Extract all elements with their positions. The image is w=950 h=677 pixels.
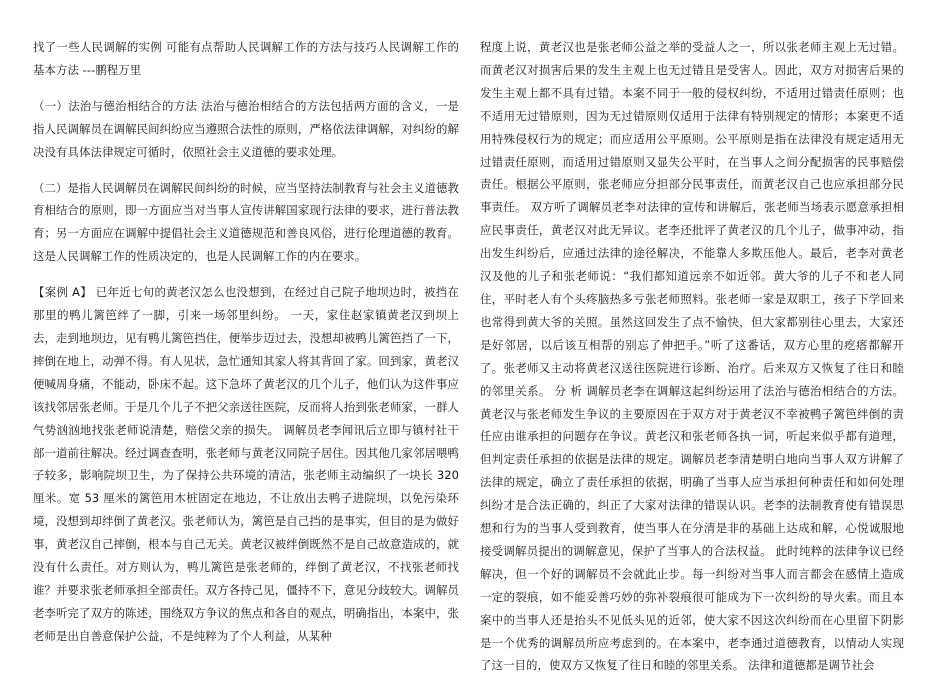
method-two-paragraph: （二）是指人民调解员在调解民间纠纷的时候，应当坚持法制教育与社会主义道德教育相结合的原则，即一方面应当对当事人宣传讲解国家现行法律的要求，进行普法教育；另一方面应在调解中提倡社会主义道德规范和善良风俗，进行伦理道德的教育。这是人民调解工作的性质决定的，也是人民调解工作的内在要求。 [33, 180, 459, 264]
left-column [33, 36, 459, 648]
intro-line: 找了一些人民调解的实例 可能有点帮助人民调解工作的方法与技巧人民调解工作的基本方法 ---鹏程万里 [33, 40, 459, 77]
right-column [480, 36, 904, 677]
case-a-continuation: 程度上说，黄老汉也是张老师公益之举的受益人之一，所以张老师主观上无过错。而黄老汉对损害后果的发生主观上也无过错且是受害人。因此，双方对损害后果的发生主观上都不具有过错。本案不同于一般的侵权纠纷，不适用过错责任原则；也不适用无过错原则，因为无过错原则仅适用于法律有特别规定的情形；本案更不适用特殊侵权行为的规定；而应适用公平原则。公平原则是指在法律没有规定适用无过错责任原则，而适用过错原则又显失公平时，在当事人之间分配损害的民事赔偿责任。根据公平原则，张老师应分担部分民事责任，而黄老汉自己也应承担部分民事责任。 双方听了调解员老李对法律的宣传和讲解后，张老师当场表示愿意承担相应民事责任，黄老汉对此无异议。老李还批评了黄老汉的几个儿子，做事冲动，指出发生纠纷后，应通过法律的途径解决，不能靠人多欺压他人。最后，老李对黄老汉及他的儿子和张老师说：“我们都知道远亲不如近邻。黄大爷的儿子不和老人同住，平时老人有个头疼脑热多亏张老师照料。张老师一家是双职工，孩子下学回来也常得到黄大爷的关照。虽然这回发生了点不愉快，但大家都别往心里去，大家还是好邻居，以后该互相帮的别忘了伸把手。”听了这番话，双方心里的疙瘩都解开了。张老师又主动将黄老汉送往医院进行诊断、治疗。后来双方又恢复了往日和睦的邻里关系。 分 析 调解员老李在调解这起纠纷运用了法治与德治相结合的方法。黄老汉与张老师发生争议的主要原因在于双方对于黄老汉不幸被鸭子篱笆绊倒的责任应由谁承担的问题存在争议。黄老汉和张老师各执一词，听起来似乎都有道理，但判定责任承担的依据是法律的规定。调解员老李清楚明白地向当事人双方讲解了法律的规定，确立了责任承担的依据，明确了当事人应当承担何种责任和如何处理纠纷才是合法正确的，纠正了大家对法律的错误认识。老李的法制教育使有错误思想和行为的当事人受到教育，使当事人在分清是非的基础上达成和解，心悦诚服地接受调解员提出的调解意见，保护了当事人的合法权益。 此时纯粹的法律争议已经解决，但一个好的调解员不会就此止步。每一纠纷对当事人而言都会在感情上造成一定的裂痕，如不能妥善巧妙的弥补裂痕很可能成为下一次纠纷的导火索。而且本案中的当事人还是抬头不见低头见的近邻，使大家不因这次纠纷而在心里留下阴影是一个优秀的调解员所应考虑到的。在本案中，老李通过道德教育，以情动人实现了这一目的，使双方又恢复了往日和睦的邻里关系。 法律和道德都是调节社会 [480, 40, 904, 673]
case-a-paragraph: 【案例 A】 已年近七旬的黄老汉怎么也没想到，在经过自己院子地坝边时，被挡在那里的鸭儿篱笆绊了一脚，引来一场邻里纠纷。 一天，家住赵家镇黄老汉到坝上去，走到地坝边，见有鸭儿篱笆挡住，便举步迈过去，没想却被鸭儿篱笆挡了一下，摔倒在地上，动弹不得。有人见状，急忙通知其家人将其背回了家。回到家，黄老汉便喊周身痛，不能动，卧床不起。这下急坏了黄老汉的几个儿子，他们认为这件事应该找邻居张老师。于是几个儿子不把父亲送往医院，反而将人抬到张老师家，一群人气势汹汹地找张老师说清楚，赔偿父亲的损失。 调解员老李闻讯后立即与镇村社干部一道前往解决。经过调查查明，张老师与黄老汉同院子居住。因其他几家邻居喂鸭子较多，影响院坝卫生，为了保持公共环境的清洁，张老师主动编织了一块长 320 厘米。宽 53 厘米的篱笆用木桩固定在地边，不让放出去鸭子进院坝，以免污染环境，没想到却绊倒了黄老汉。张老师认为，篱笆是自己挡的是事实，但目的是为做好事，黄老汉自己摔倒，根本与自己无关。黄老汉被绊倒既然不是自己故意造成的，就没有什么责任。对方则认为，鸭儿篱笆是张老师的，绊倒了黄老汉，不找张老师找谁？并要求张老师承担全部责任。双方各持己见，僵持不下，意见分歧较大。调解员老李听完了双方的陈述，围绕双方争议的焦点和各自的观点，明确指出，本案中，张老师是出自善意保护公益，不是纯粹为了个人利益，从某种 [33, 285, 459, 643]
method-one-paragraph: （一）法治与德治相结合的方法 法治与德治相结合的方法包括两方面的含义，一是指人民调解员在调解民间纠纷应当遵照合法性的原则，严格依法律调解，对纠纷的解决没有具体法律规定可循时，依照社会主义道德的要求处理。 [33, 98, 459, 159]
